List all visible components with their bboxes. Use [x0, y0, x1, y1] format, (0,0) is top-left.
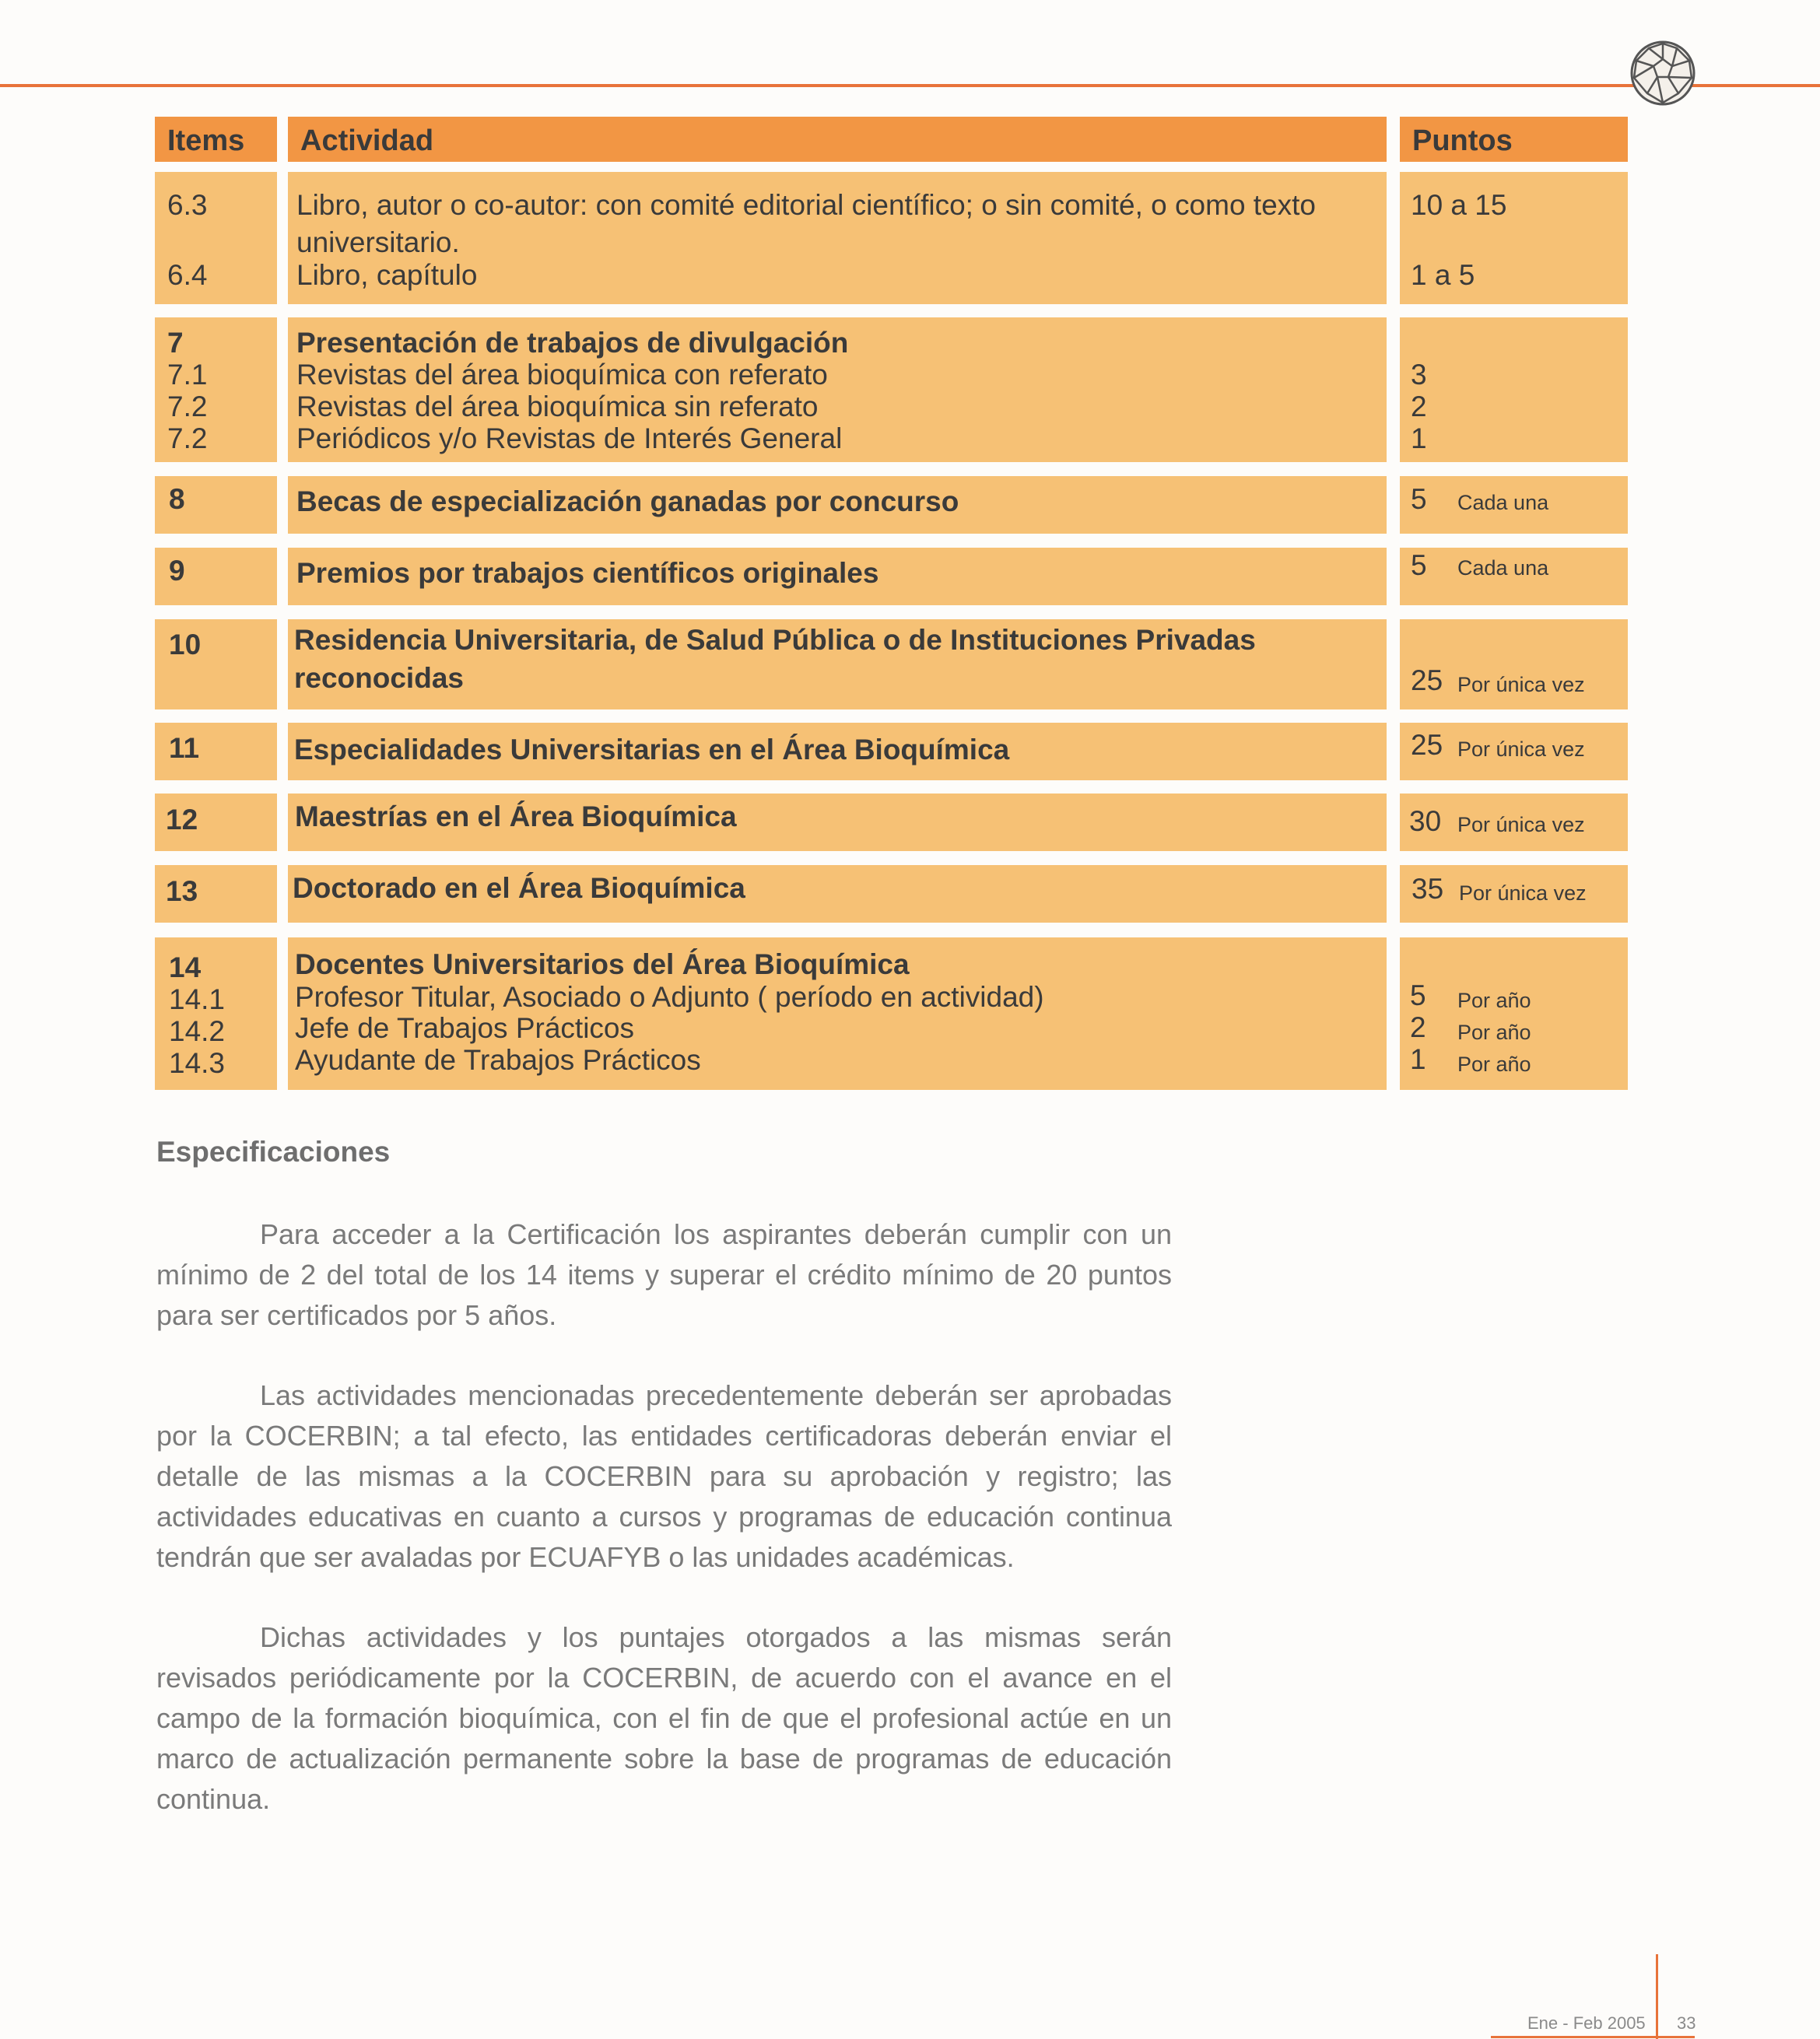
- activity-cell: [288, 937, 1387, 1090]
- points-note: Cada una: [1457, 556, 1549, 580]
- points-value: 5: [1411, 549, 1427, 581]
- points-value: 3: [1411, 359, 1427, 391]
- item-number: 8: [169, 483, 185, 515]
- header-items: Items: [167, 124, 245, 157]
- activity-heading: reconocidas: [294, 662, 464, 694]
- item-number: 11: [169, 732, 200, 764]
- activity-heading: Residencia Universitaria, de Salud Pública o de Instituciones Privadas: [294, 624, 1256, 656]
- header-puntos-cell: [1400, 117, 1628, 162]
- points-note: Cada una: [1457, 491, 1549, 514]
- activity-heading: Becas de especialización ganadas por concurso: [296, 485, 959, 517]
- activity-text: Libro, capítulo: [296, 259, 478, 291]
- points-note: Por año: [1457, 989, 1531, 1012]
- activity-heading: Premios por trabajos científicos originales: [296, 557, 879, 589]
- item-number: 7.2: [167, 391, 208, 422]
- item-number: 7.2: [167, 422, 208, 454]
- points-value: 35: [1411, 873, 1444, 905]
- item-number: 7.1: [167, 359, 208, 391]
- points-value: 10 a 15: [1411, 189, 1507, 221]
- item-number: 14.1: [169, 983, 226, 1015]
- header-rule: [0, 84, 1820, 87]
- table-row: [155, 548, 1628, 605]
- activity-heading: Doctorado en el Área Bioquímica: [293, 872, 745, 904]
- points-value: 1: [1410, 1043, 1426, 1075]
- page-number: 33: [1677, 2013, 1696, 2033]
- activity-cell: [288, 619, 1387, 709]
- table-row: [155, 794, 1628, 851]
- item-number: 9: [169, 555, 185, 587]
- footer-rule: [1491, 2036, 1695, 2038]
- points-cell: [1400, 476, 1628, 534]
- points-cell: [1400, 172, 1628, 304]
- activity-cell: [288, 865, 1387, 923]
- table-row: [155, 619, 1628, 709]
- header-puntos: Puntos: [1412, 124, 1513, 157]
- section-title: Especificaciones: [156, 1136, 391, 1168]
- points-cell: [1400, 619, 1628, 709]
- activity-text: Ayudante de Trabajos Prácticos: [295, 1044, 701, 1076]
- header-actividad: Actividad: [300, 124, 434, 157]
- activity-heading: Especialidades Universitarias en el Área Bioquímica: [294, 734, 1010, 766]
- points-cell: [1400, 317, 1628, 462]
- footer-divider: [1656, 1954, 1658, 2039]
- activity-text: universitario.: [296, 226, 460, 258]
- points-value: 2: [1410, 1011, 1426, 1043]
- paragraph: Dichas actividades y los puntajes otorgados a las mismas serán revisados periódicamente por la COCERBIN, de acuerdo con el avance en el campo de la formación bioquímica, con el fin de que el profesional actúe en un marco de actualización permanente sobre la base de programas de educación continua.: [156, 1621, 1172, 1815]
- item-number: 6.3: [167, 189, 208, 221]
- activity-text: Periódicos y/o Revistas de Interés General: [296, 422, 843, 454]
- table-row: [155, 865, 1628, 923]
- table-row: [155, 476, 1628, 534]
- paragraph: Para acceder a la Certificación los aspirantes deberán cumplir con un mínimo de 2 del total de los 14 items y superar el crédito mínimo de 20 puntos para ser certificados por 5 años.: [156, 1218, 1172, 1331]
- item-cell: [155, 723, 277, 780]
- activity-cell: [288, 317, 1387, 462]
- points-note: Por única vez: [1459, 881, 1587, 905]
- header-items-cell: [155, 117, 277, 162]
- table-row: [155, 317, 1628, 462]
- table-row: [155, 723, 1628, 780]
- points-note: Por única vez: [1457, 737, 1585, 761]
- item-cell: [155, 172, 277, 304]
- activity-cell: [288, 476, 1387, 534]
- paragraph: Las actividades mencionadas precedentemente deberán ser aprobadas por la COCERBIN; a tal efecto, las entidades certificadoras deberán enviar el detalle de las mismas a la COCERBIN para su aprobación y registro; las actividades educativas en cuanto a cursos y programas de educación continua tendrán que ser avaladas por ECUAFYB o las unidades académicas.: [156, 1379, 1172, 1573]
- item-cell: [155, 619, 277, 709]
- points-cell: [1400, 548, 1628, 605]
- activity-text: Profesor Titular, Asociado o Adjunto ( período en actividad): [295, 981, 1044, 1013]
- points-note: Por año: [1457, 1053, 1531, 1076]
- points-value: 1 a 5: [1411, 259, 1475, 291]
- activity-cell: [288, 548, 1387, 605]
- activity-cell: [288, 723, 1387, 780]
- activity-text: Revistas del área bioquímica sin referato: [296, 391, 819, 422]
- item-number: 14: [169, 951, 202, 983]
- item-number: 10: [169, 629, 202, 660]
- activity-cell: [288, 172, 1387, 304]
- points-note: Por única vez: [1457, 813, 1585, 836]
- item-number: 13: [166, 875, 198, 907]
- points-value: 5: [1410, 979, 1426, 1011]
- table-row: [155, 172, 1628, 304]
- item-cell: [155, 317, 277, 462]
- activity-text: Revistas del área bioquímica con referato: [296, 359, 828, 391]
- activity-heading: Docentes Universitarios del Área Bioquímica: [295, 948, 910, 980]
- header-actividad-cell: [288, 117, 1387, 162]
- fullerene-logo-icon: [1627, 37, 1699, 109]
- item-number: 7: [167, 327, 184, 359]
- activity-text: Libro, autor o co-autor: con comité editorial científico; o sin comité, o como texto: [296, 189, 1317, 221]
- points-note: Por única vez: [1457, 673, 1585, 696]
- points-value: 30: [1409, 805, 1442, 837]
- table-row: [155, 937, 1628, 1090]
- points-cell: [1400, 723, 1628, 780]
- item-number: 14.2: [169, 1015, 226, 1047]
- item-cell: [155, 937, 277, 1090]
- activity-heading: Maestrías en el Área Bioquímica: [295, 801, 737, 832]
- item-cell: [155, 794, 277, 851]
- points-value: 2: [1411, 391, 1427, 422]
- points-value: 5: [1411, 483, 1427, 515]
- points-cell: [1400, 937, 1628, 1090]
- activity-cell: [288, 794, 1387, 851]
- item-number: 12: [166, 804, 198, 836]
- points-value: 1: [1411, 422, 1427, 454]
- item-cell: [155, 548, 277, 605]
- item-number: 6.4: [167, 259, 208, 291]
- activity-text: Jefe de Trabajos Prácticos: [295, 1012, 634, 1044]
- points-note: Por año: [1457, 1021, 1531, 1044]
- points-cell: [1400, 794, 1628, 851]
- item-number: 14.3: [169, 1047, 226, 1079]
- points-cell: [1400, 865, 1628, 923]
- item-cell: [155, 476, 277, 534]
- item-cell: [155, 865, 277, 923]
- footer-date: Ene - Feb 2005: [1527, 2013, 1646, 2033]
- table-header: [155, 117, 1628, 162]
- points-value: 25: [1411, 664, 1443, 696]
- points-value: 25: [1411, 729, 1443, 761]
- activity-heading: Presentación de trabajos de divulgación: [296, 327, 849, 359]
